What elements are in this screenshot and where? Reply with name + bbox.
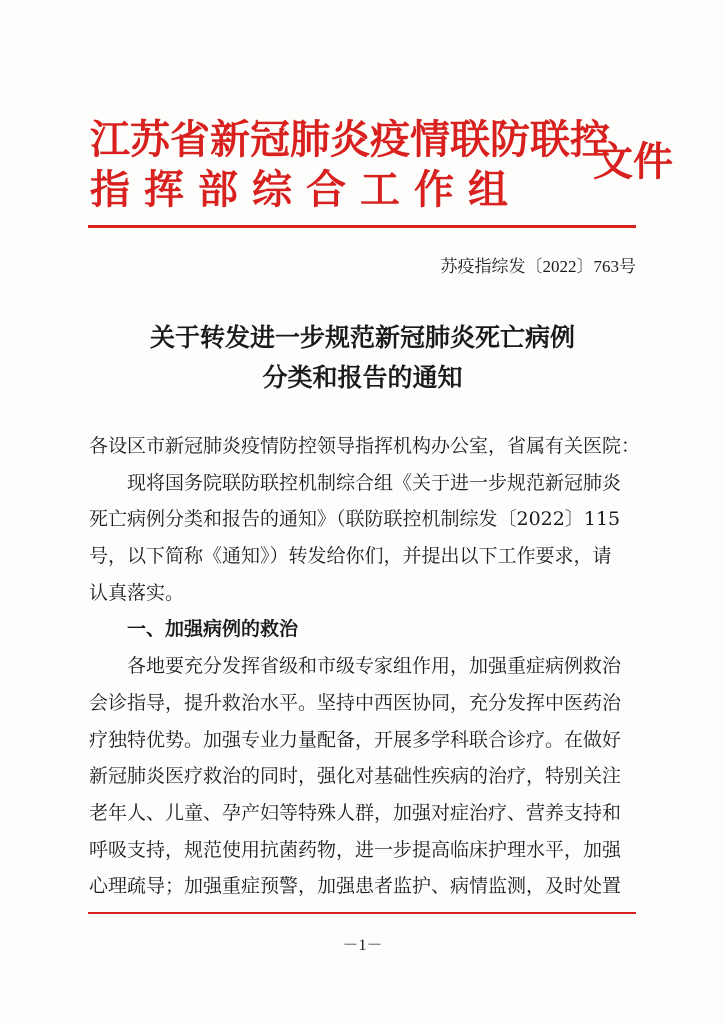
document-word: 文件: [593, 138, 673, 185]
organization-line-1: 江苏省新冠肺炎疫情联防联控: [90, 116, 610, 163]
section-paragraph-line: 呼吸支持，规范使用抗菌药物，进一步提高临床护理水平，加强: [89, 838, 622, 861]
intro-line: 现将国务院联防联控机制综合组《关于进一步规范新冠肺炎: [127, 471, 622, 494]
document-body: [89, 428, 649, 905]
intro-line: 死亡病例分类和报告的通知》（联防联控机制综发〔2022〕115: [89, 508, 621, 531]
section-paragraph-line: 疗独特优势。加强专业力量配备，开展多学科联合诊疗。在做好: [89, 728, 622, 751]
title-line-2: 分类和报告的通知: [262, 363, 463, 392]
section-paragraph-line: 新冠肺炎医疗救治的同时，强化对基础性疾病的治疗，特别关注: [89, 765, 622, 788]
document-title: [80, 318, 645, 398]
issuing-organization: [90, 116, 610, 213]
page-number: －1－: [342, 937, 383, 954]
section-heading: 一、加强病例的救治: [127, 618, 299, 641]
title-line-1: 关于转发进一步规范新冠肺炎死亡病例: [149, 323, 575, 352]
document-number: 苏疫指综发〔2022〕763号: [440, 257, 636, 276]
intro-line: 号，以下简称《通知》）转发给你们，并提出以下工作要求，请: [89, 545, 612, 568]
section-paragraph-line: 心理疏导；加强重症预警，加强患者监护、病情监测，及时处置: [89, 875, 622, 898]
section-paragraph-line: 各地要充分发挥省级和市级专家组作用，加强重症病例救治: [127, 655, 622, 678]
intro-line: 认真落实。: [89, 581, 185, 604]
organization-line-2: 指挥部综合工作组: [90, 166, 522, 213]
section-paragraph-line: 老年人、儿童、孕产妇等特殊人群，加强对症治疗、营养支持和: [89, 801, 622, 824]
header-divider: [88, 225, 636, 228]
section-paragraph-line: 会诊指导，提升救治水平。坚持中西医协同，充分发挥中医药治: [89, 691, 622, 714]
footer-divider: [88, 912, 636, 914]
recipients-line: 各设区市新冠肺炎疫情防控领导指挥机构办公室，省属有关医院：: [89, 435, 641, 457]
